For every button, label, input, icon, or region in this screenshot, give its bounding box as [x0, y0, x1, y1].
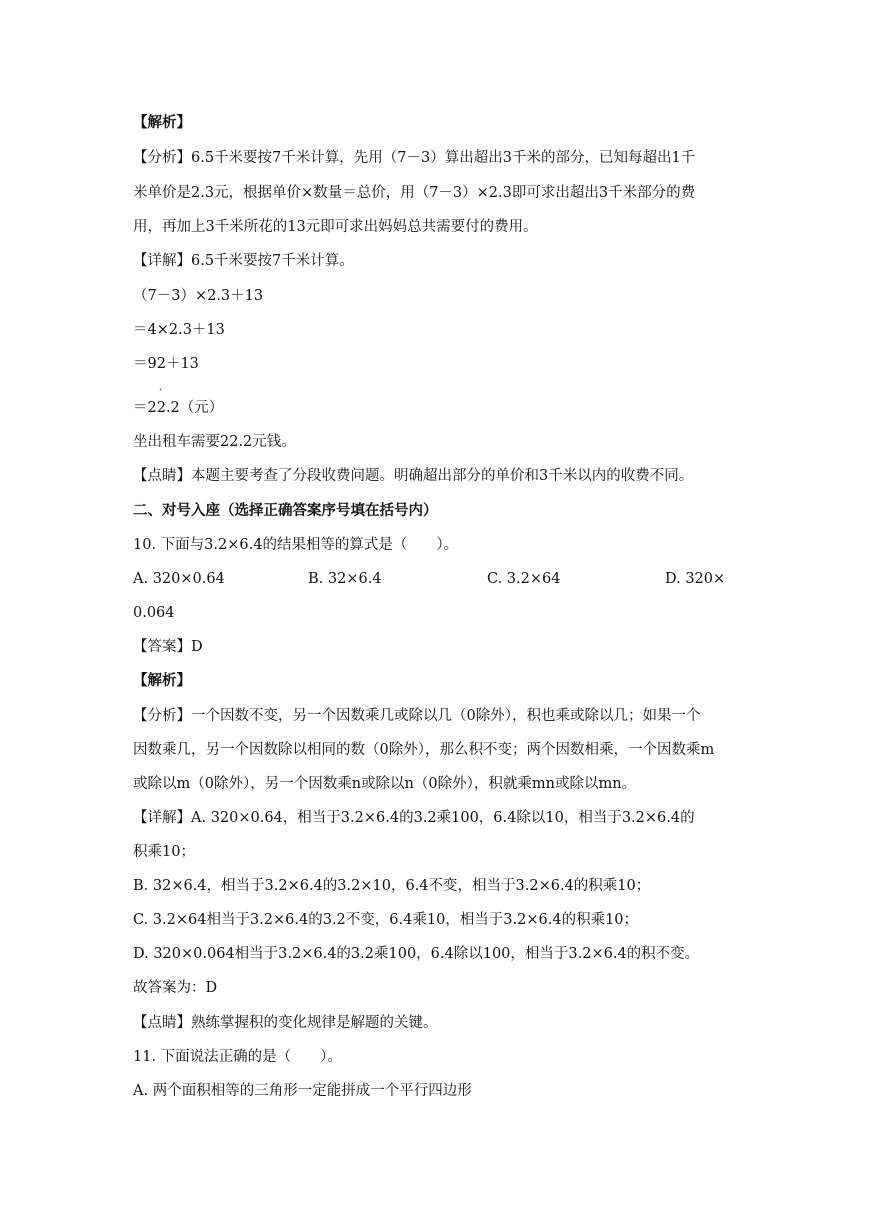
q10-option-d-cont: 0.064 [133, 605, 175, 621]
detail2-line-1: 【详解】A. 320×0.64，相当于3.2×6.4的3.2乘100，6.4除以10，相当于3.2×6.4的 [133, 810, 695, 826]
analysis-line-2: 米单价是2.3元，根据单价×数量＝总价，用（7－3）×2.3即可求出超出3千米部分的费 [133, 185, 696, 201]
analysis2-line-3: 或除以m（0除外），另一个因数乘n或除以n（0除外），积就乘mn或除以mn。 [133, 776, 637, 792]
section-heading: 二、对号入座（选择正确答案序号填在括号内） [133, 502, 438, 519]
calc-step-3-part-a: ＝9 [133, 356, 157, 372]
calc-step-3-part-b: 2＋13 [156, 356, 199, 372]
answer-sentence: 坐出租车需要22.2元钱。 [133, 434, 296, 450]
question-10: 10. 下面与3.2×6.4的结果相等的算式是（ ）。 [133, 537, 459, 553]
repeating-dot: · [158, 385, 162, 396]
jiexi-heading: 【解析】 [133, 114, 191, 131]
calc-step-4: ＝22.2（元） [133, 400, 224, 416]
jiexi-heading-2: 【解析】 [133, 672, 191, 689]
calc-step-2: ＝4×2.3＋13 [133, 322, 225, 338]
q10-option-c: C. 3.2×64 [487, 571, 561, 587]
question-11: 11. 下面说法正确的是（ ）。 [133, 1049, 342, 1065]
detail2-option-c: C. 3.2×64相当于3.2×6.4的3.2不变，6.4乘10，相当于3.2×6.4的积乘10； [133, 912, 639, 928]
q11-option-a: A. 两个面积相等的三角形一定能拼成一个平行四边形 [133, 1083, 472, 1099]
analysis-line-3: 用，再加上3千米所花的13元即可求出妈妈总共需要付的费用。 [133, 219, 538, 235]
q10-option-b: B. 32×6.4 [308, 571, 382, 587]
detail2-option-d: D. 320×0.064相当于3.2×6.4的3.2乘100，6.4除以100，相当于3.2×6.4的积不变。 [133, 946, 700, 962]
q10-option-d: D. 320× [665, 571, 726, 587]
summary-note-2: 【点睛】熟练掌握积的变化规律是解题的关键。 [133, 1015, 438, 1031]
calc-step-1: （7－3）×2.3＋13 [133, 288, 264, 304]
detail2-option-b: B. 32×6.4，相当于3.2×6.4的3.2×10，6.4不变，相当于3.2×6.4的积乘10； [133, 878, 651, 894]
answer-label: 【答案】D [133, 639, 203, 655]
final-answer: 故答案为：D [133, 980, 218, 996]
calc-step-3 [133, 354, 199, 396]
analysis2-line-1: 【分析】一个因数不变，另一个因数乘几或除以几（0除外），积也乘或除以几；如果一个 [133, 708, 701, 724]
summary-note-1: 【点睛】本题主要考查了分段收费问题。明确超出部分的单价和3千米以内的收费不同。 [133, 468, 694, 484]
detail2-line-2: 积乘10； [133, 844, 195, 860]
analysis-line-1: 【分析】6.5千米要按7千米计算，先用（7－3）算出超出3千米的部分，已知每超出1千 [133, 150, 696, 166]
detail-intro: 【详解】6.5千米要按7千米计算。 [133, 253, 354, 269]
analysis2-line-2: 因数乘几，另一个因数除以相同的数（0除外），那么积不变；两个因数相乘，一个因数乘m [133, 742, 715, 758]
q10-option-a: A. 320×0.64 [133, 571, 225, 587]
